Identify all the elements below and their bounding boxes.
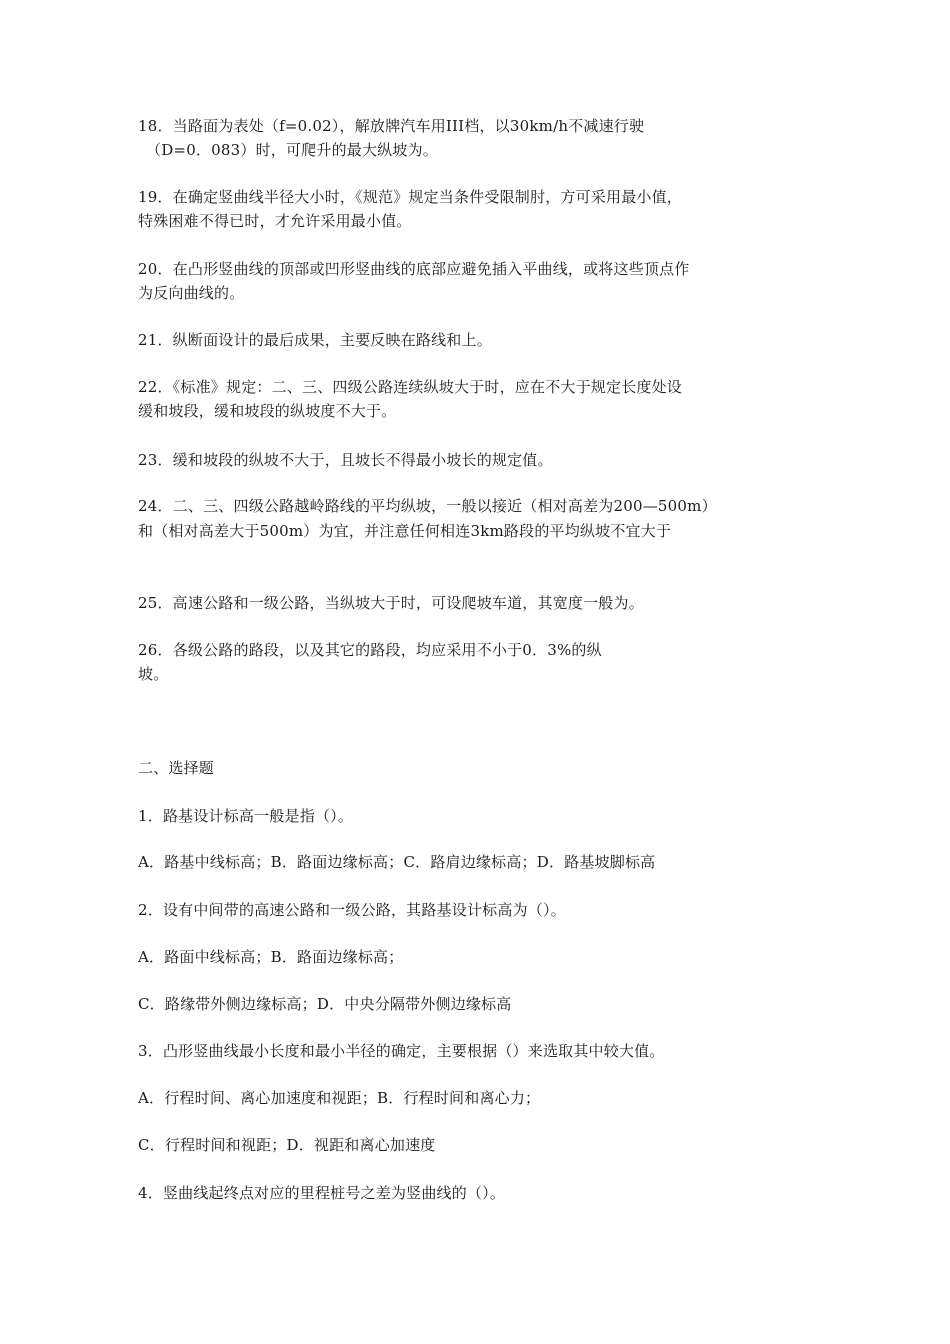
question-19-line-1: 19．在确定竖曲线半径大小时，《规范》规定当条件受限制肘，方可采用最小值， xyxy=(138,188,682,206)
question-21-line-1: 21．纵断面设计的最后成果，主要反映在路线和上。 xyxy=(138,331,492,349)
choice-question-3: 3．凸形竖曲线最小长度和最小半径的确定，主要根据（）来选取其中较大值。 xyxy=(138,1042,665,1060)
choice-question-3-options-a: A．行程时间、离心加速度和视距；B．行程时间和离心力； xyxy=(138,1089,541,1107)
choice-question-2: 2．设有中间带的高速公路和一级公路，其路基设计标高为（）。 xyxy=(138,901,566,919)
choice-question-3-options-b: C．行程时间和视距；D．视距和离心加速度 xyxy=(138,1136,436,1154)
question-26-line-2: 坡。 xyxy=(138,665,169,683)
question-23-line-1: 23．缓和坡段的纵坡不大于，且坡长不得最小坡长的规定值。 xyxy=(138,451,553,469)
choice-question-1: 1．路基设计标高一般是指（）。 xyxy=(138,807,354,825)
question-22-line-1: 22．《标准》规定：二、三、四级公路连续纵坡大于时，应在不大于规定长度处设 xyxy=(138,378,682,396)
question-24-line-2: 和（相对高差大于500m）为宜，并注意任何相连3km路段的平均纵坡不宜大于 xyxy=(138,522,672,540)
question-24-line-1: 24．二、三、四级公路越岭路线的平均纵坡，一般以接近（相对高差为200—500m） xyxy=(138,497,717,515)
choice-question-1-options: A．路基中线标高；B．路面边缘标高；C．路肩边缘标高；D．路基坡脚标高 xyxy=(138,853,656,871)
question-22-line-2: 缓和坡段，缓和坡段的纵坡度不大于。 xyxy=(138,402,397,420)
question-20-line-2: 为反向曲线的。 xyxy=(138,284,245,302)
question-25-line-1: 25．高速公路和一级公路，当纵坡大于时，可设爬坡车道，其宽度一般为。 xyxy=(138,594,644,612)
question-18-line-2: （D=0．083）时，可爬升的最大纵坡为。 xyxy=(146,141,438,159)
section-title: 二、选择题 xyxy=(138,759,215,777)
question-26-line-1: 26．各级公路的路段，以及其它的路段，均应采用不小于0．3%的纵 xyxy=(138,641,602,659)
choice-question-2-options-a: A．路面中线标高；B．路面边缘标高； xyxy=(138,948,404,966)
question-18-line-1: 18．当路面为表处（f=0.02），解放牌汽车用III档，以30km/h不减速行驶 xyxy=(138,117,645,135)
choice-question-4: 4．竖曲线起终点对应的里程桩号之差为竖曲线的（）。 xyxy=(138,1184,506,1202)
question-19-line-2: 特殊困难不得已时，才允许采用最小值。 xyxy=(138,212,412,230)
choice-question-2-options-b: C．路缘带外侧边缘标高；D．中央分隔带外侧边缘标高 xyxy=(138,995,512,1013)
question-20-line-1: 20．在凸形竖曲线的顶部或凹形竖曲线的底部应避免插入平曲线，或将这些顶点作 xyxy=(138,260,690,278)
